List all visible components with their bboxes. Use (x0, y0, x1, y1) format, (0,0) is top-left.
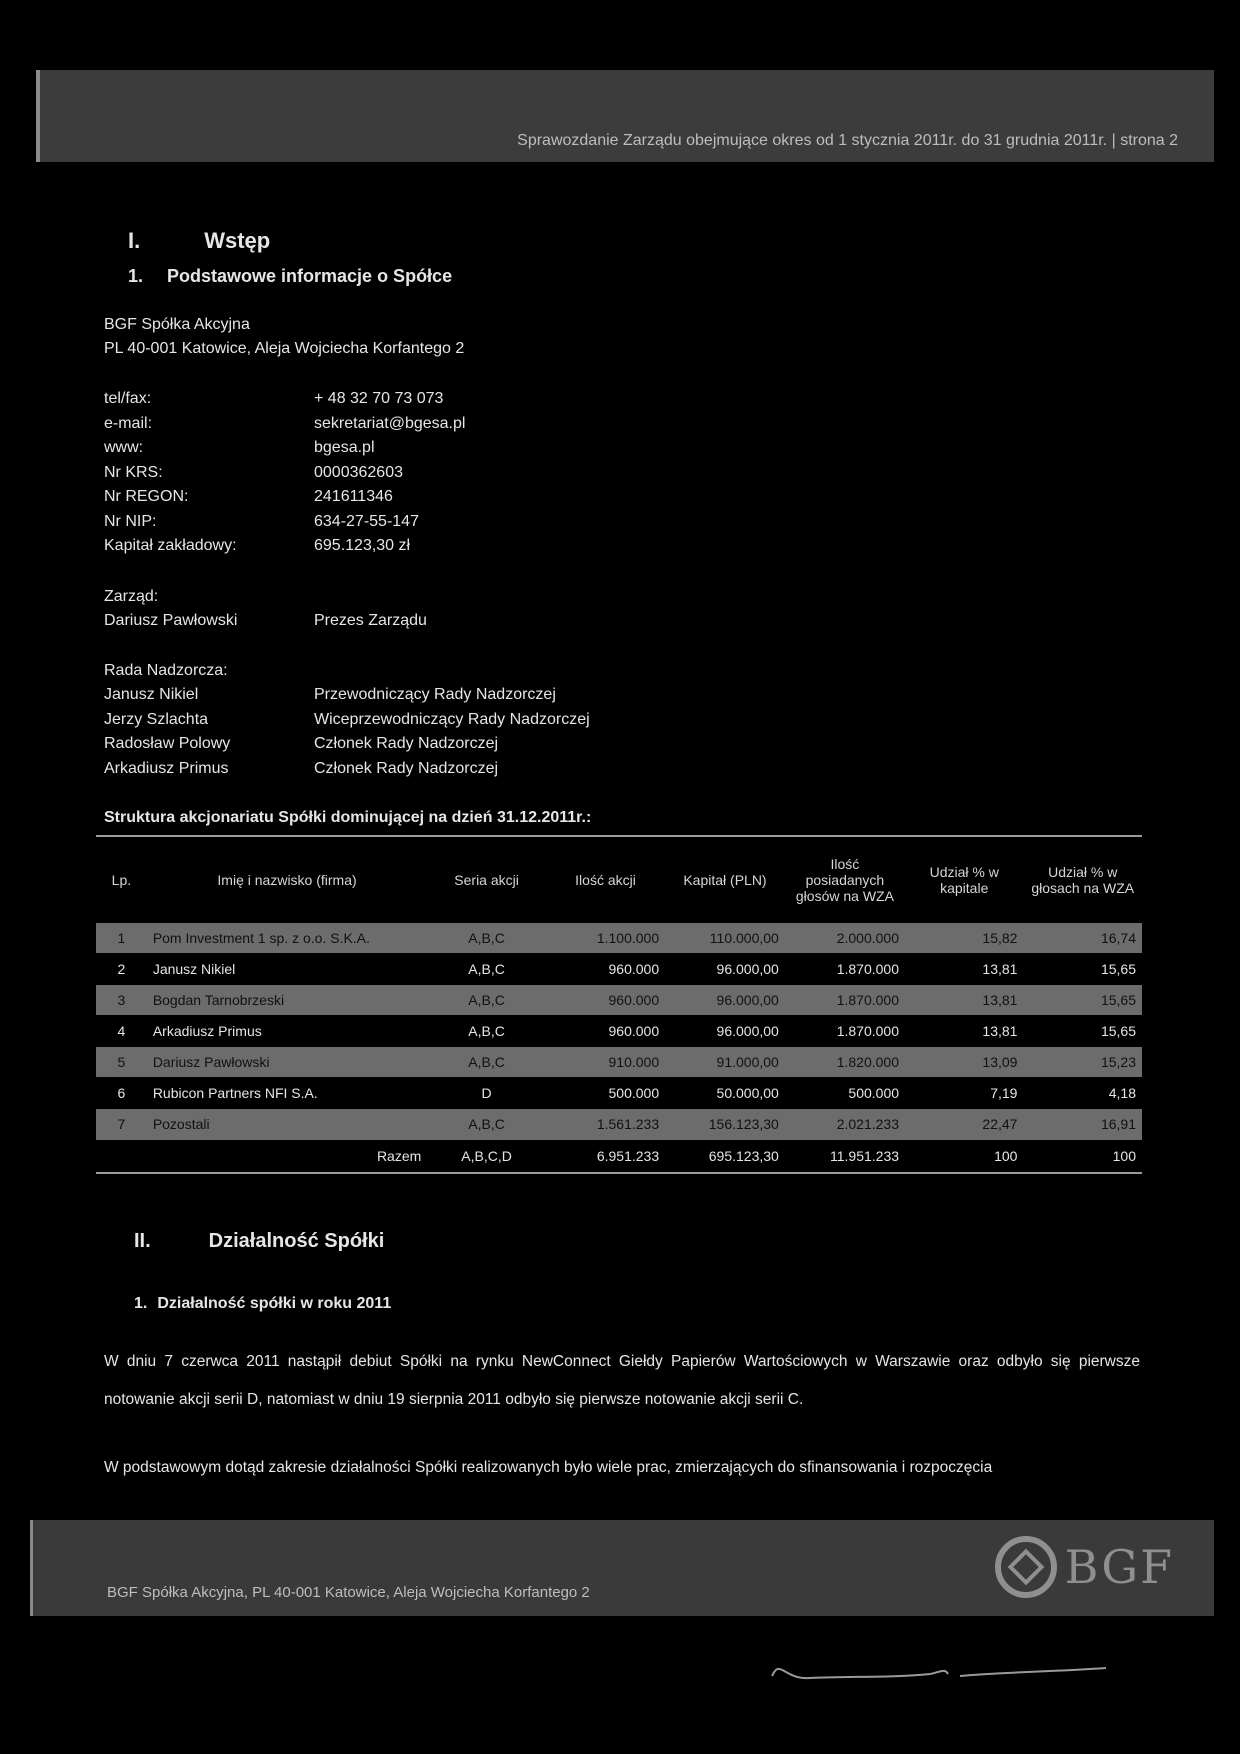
footer-band (30, 1520, 1214, 1616)
cell: D (481, 1085, 492, 1101)
cell: 13,81 (905, 985, 1023, 1015)
contact-label: www: (104, 439, 144, 456)
cell: 15,23 (1023, 1047, 1142, 1077)
table-row (96, 1109, 1142, 1140)
cell: 96.000,00 (716, 1023, 779, 1039)
cell: 7 (96, 1109, 147, 1140)
cell: 1.100.000 (546, 923, 665, 953)
bgf-logo-icon (995, 1536, 1057, 1598)
cell: Pom Investment 1 sp. z o.o. S.K.A. (147, 923, 427, 953)
col-header: Udział % w głosach na WZA (1031, 864, 1135, 896)
contact-row (104, 485, 1144, 510)
cell: 500.000 (848, 1085, 900, 1101)
management-member (104, 609, 1144, 634)
board-member (104, 708, 1144, 733)
signature-icon (770, 1650, 1110, 1690)
member-name: Radosław Polowy (104, 735, 231, 752)
member-name: Jerzy Szlachta (104, 710, 209, 728)
company-block (104, 313, 1144, 361)
member-role: Członek Rady Nadzorczej (314, 759, 499, 777)
table-row (96, 1047, 1142, 1077)
board-member (104, 757, 1144, 782)
cell: A,B,C (468, 1023, 505, 1039)
cell: 1.870.000 (785, 985, 905, 1015)
contact-label: Kapitał zakładowy: (104, 537, 237, 554)
cell: 2.021.233 (785, 1109, 905, 1140)
cell (96, 1140, 147, 1174)
cell: 1.870.000 (836, 1023, 900, 1039)
col-header: Ilość posiadanych głosów na WZA (795, 856, 894, 904)
cell: Bogdan Tarnobrzeski (147, 985, 427, 1015)
table-header-row (96, 836, 1142, 923)
section-1-heading (128, 228, 1144, 254)
cell: A,B,C (427, 985, 546, 1015)
cell: Arkadiusz Primus (152, 1023, 262, 1039)
col-header: Seria akcji (454, 872, 519, 888)
header-text: Sprawozdanie Zarządu obejmujące okres od 1 stycznia 2011r. do 31 grudnia 2011r. | strona 2 (517, 132, 1178, 149)
member-name: Janusz Nikiel (104, 686, 199, 703)
contact-label: Nr REGON: (104, 488, 189, 505)
member-role: Prezes Zarządu (314, 611, 427, 629)
cell: 100 (905, 1140, 1023, 1174)
logo (995, 1536, 1174, 1598)
cell: 960.000 (608, 961, 660, 977)
col-header: Ilość akcji (575, 872, 636, 888)
member-name: Dariusz Pawłowski (104, 611, 238, 629)
cell: Rubicon Partners NFI S.A. (152, 1085, 318, 1101)
supervisory-board-title: Rada Nadzorcza: (104, 662, 228, 679)
header-band (36, 70, 1214, 162)
member-role: Przewodniczący Rady Nadzorczej (314, 686, 556, 703)
cell: 5 (96, 1047, 147, 1077)
cell: 6.951.233 (546, 1140, 665, 1174)
cell: 96.000,00 (716, 961, 779, 977)
member-role: Członek Rady Nadzorczej (314, 735, 499, 752)
cell: 960.000 (546, 985, 665, 1015)
contact-value: 241611346 (314, 488, 393, 505)
cell: 16,91 (1023, 1109, 1142, 1140)
contact-row (104, 387, 1144, 412)
cell: 22,47 (905, 1109, 1023, 1140)
cell: 1 (96, 923, 147, 953)
management-title: Zarząd: (104, 587, 159, 605)
cell: 15,65 (1023, 985, 1142, 1015)
section-1-number: I. (128, 228, 141, 253)
cell: A,B,C (427, 923, 546, 953)
subsection-1-number: 1. (128, 266, 144, 286)
cell: A,B,C (427, 1047, 546, 1077)
shareholders-title: Struktura akcjonariatu Spółki dominującej na dzień 31.12.2011r.: (104, 809, 592, 826)
cell: 2 (117, 961, 126, 977)
cell: 100 (1023, 1140, 1142, 1174)
section-2-number: II. (134, 1230, 151, 1252)
table-row (96, 1077, 1142, 1109)
section-2-title: Działalność Spółki (208, 1230, 385, 1252)
subsection-1-title: Podstawowe informacje o Spółce (167, 266, 453, 286)
content (104, 228, 1144, 1487)
member-role: Wiceprzewodniczący Rady Nadzorczej (314, 710, 590, 728)
contact-label: tel/fax: (104, 390, 152, 407)
board-member (104, 732, 1144, 757)
subsection-2-title: Działalność spółki w roku 2011 (157, 1295, 392, 1312)
logo-text: BGF (1064, 1540, 1174, 1594)
footer-text: BGF Spółka Akcyjna, PL 40-001 Katowice, Aleja Wojciecha Korfantego 2 (107, 1584, 590, 1601)
table-row (96, 953, 1142, 985)
paragraph: W podstawowym dotąd zakresie działalności Spółki realizowanych było wiele prac, zmierzających do sfinansowania i rozpoczęcia (104, 1459, 993, 1476)
cell: 91.000,00 (665, 1047, 785, 1077)
section-1-title: Wstęp (204, 228, 271, 253)
cell: 15,65 (1100, 1023, 1136, 1039)
cell: 4,18 (1108, 1085, 1136, 1101)
contact-block (104, 387, 1144, 559)
cell: A,B,C (427, 1109, 546, 1140)
contact-value: + 48 32 70 73 073 (314, 390, 444, 407)
contact-label: Nr NIP: (104, 512, 157, 530)
cell: Janusz Nikiel (152, 961, 236, 977)
contact-row (104, 412, 1144, 437)
cell: Razem (147, 1140, 427, 1174)
cell: 7,19 (990, 1085, 1018, 1101)
cell: 1.561.233 (546, 1109, 665, 1140)
cell: Dariusz Pawłowski (147, 1047, 427, 1077)
table-row (96, 985, 1142, 1015)
cell: A,B,C (468, 961, 505, 977)
cell: 13,81 (982, 961, 1018, 977)
company-name: BGF Spółka Akcyjna (104, 316, 250, 333)
cell: 960.000 (608, 1023, 660, 1039)
cell: 110.000,00 (665, 923, 785, 953)
cell: 2.000.000 (785, 923, 905, 953)
contact-row (104, 534, 1144, 559)
contact-label: e-mail: (104, 414, 153, 432)
cell: 695.123,30 (665, 1140, 785, 1174)
cell: 3 (96, 985, 147, 1015)
table-row (96, 923, 1142, 953)
cell: 910.000 (546, 1047, 665, 1077)
table-total-row (96, 1140, 1142, 1174)
cell: 15,82 (905, 923, 1023, 953)
cell: 96.000,00 (665, 985, 785, 1015)
member-name: Arkadiusz Primus (104, 759, 229, 777)
subsection-1-heading (128, 266, 1144, 287)
cell: 6 (117, 1085, 126, 1101)
cell: Pozostali (147, 1109, 427, 1140)
cell: 16,74 (1023, 923, 1142, 953)
cell: 50.000,00 (716, 1085, 779, 1101)
cell: 11.951.233 (785, 1140, 905, 1174)
cell: 1.820.000 (785, 1047, 905, 1077)
paragraph: W dniu 7 czerwca 2011 nastąpił debiut Spółki na rynku NewConnect Giełdy Papierów Wartościowych w Warszawie oraz odbyło się pierwsze notowanie akcji serii D, natomiast w dniu 19 sierpnia 2011 odbyło się pierwsze notowanie akcji serii C. (104, 1353, 1140, 1408)
contact-value: bgesa.pl (314, 439, 375, 456)
cell: 4 (117, 1023, 126, 1039)
contact-row (104, 510, 1144, 535)
cell: 1.870.000 (836, 961, 900, 977)
col-header: Imię i nazwisko (firma) (217, 872, 357, 888)
col-header: Kapitał (PLN) (683, 872, 767, 888)
cell: 156.123,30 (665, 1109, 785, 1140)
contact-row (104, 461, 1144, 486)
board-member (104, 683, 1144, 708)
contact-label: Nr KRS: (104, 463, 163, 481)
subsection-2-heading (134, 1295, 1144, 1313)
table-row (96, 1015, 1142, 1047)
company-address: PL 40-001 Katowice, Aleja Wojciecha Korfantego 2 (104, 340, 465, 357)
col-header: Lp. (111, 872, 132, 888)
cell: A,B,C,D (427, 1140, 546, 1174)
contact-row (104, 436, 1144, 461)
contact-value: 0000362603 (314, 463, 403, 481)
cell: 13,09 (905, 1047, 1023, 1077)
contact-value: 695.123,30 zł (314, 537, 411, 554)
cell: 15,65 (1100, 961, 1136, 977)
contact-value: sekretariat@bgesa.pl (314, 414, 466, 432)
col-header: Udział % w kapitale (929, 864, 999, 896)
shareholders-table (96, 835, 1142, 1174)
cell: 13,81 (982, 1023, 1018, 1039)
subsection-2-number: 1. (134, 1295, 148, 1312)
cell: 500.000 (608, 1085, 660, 1101)
contact-value: 634-27-55-147 (314, 512, 419, 530)
section-2-heading (134, 1230, 1144, 1253)
